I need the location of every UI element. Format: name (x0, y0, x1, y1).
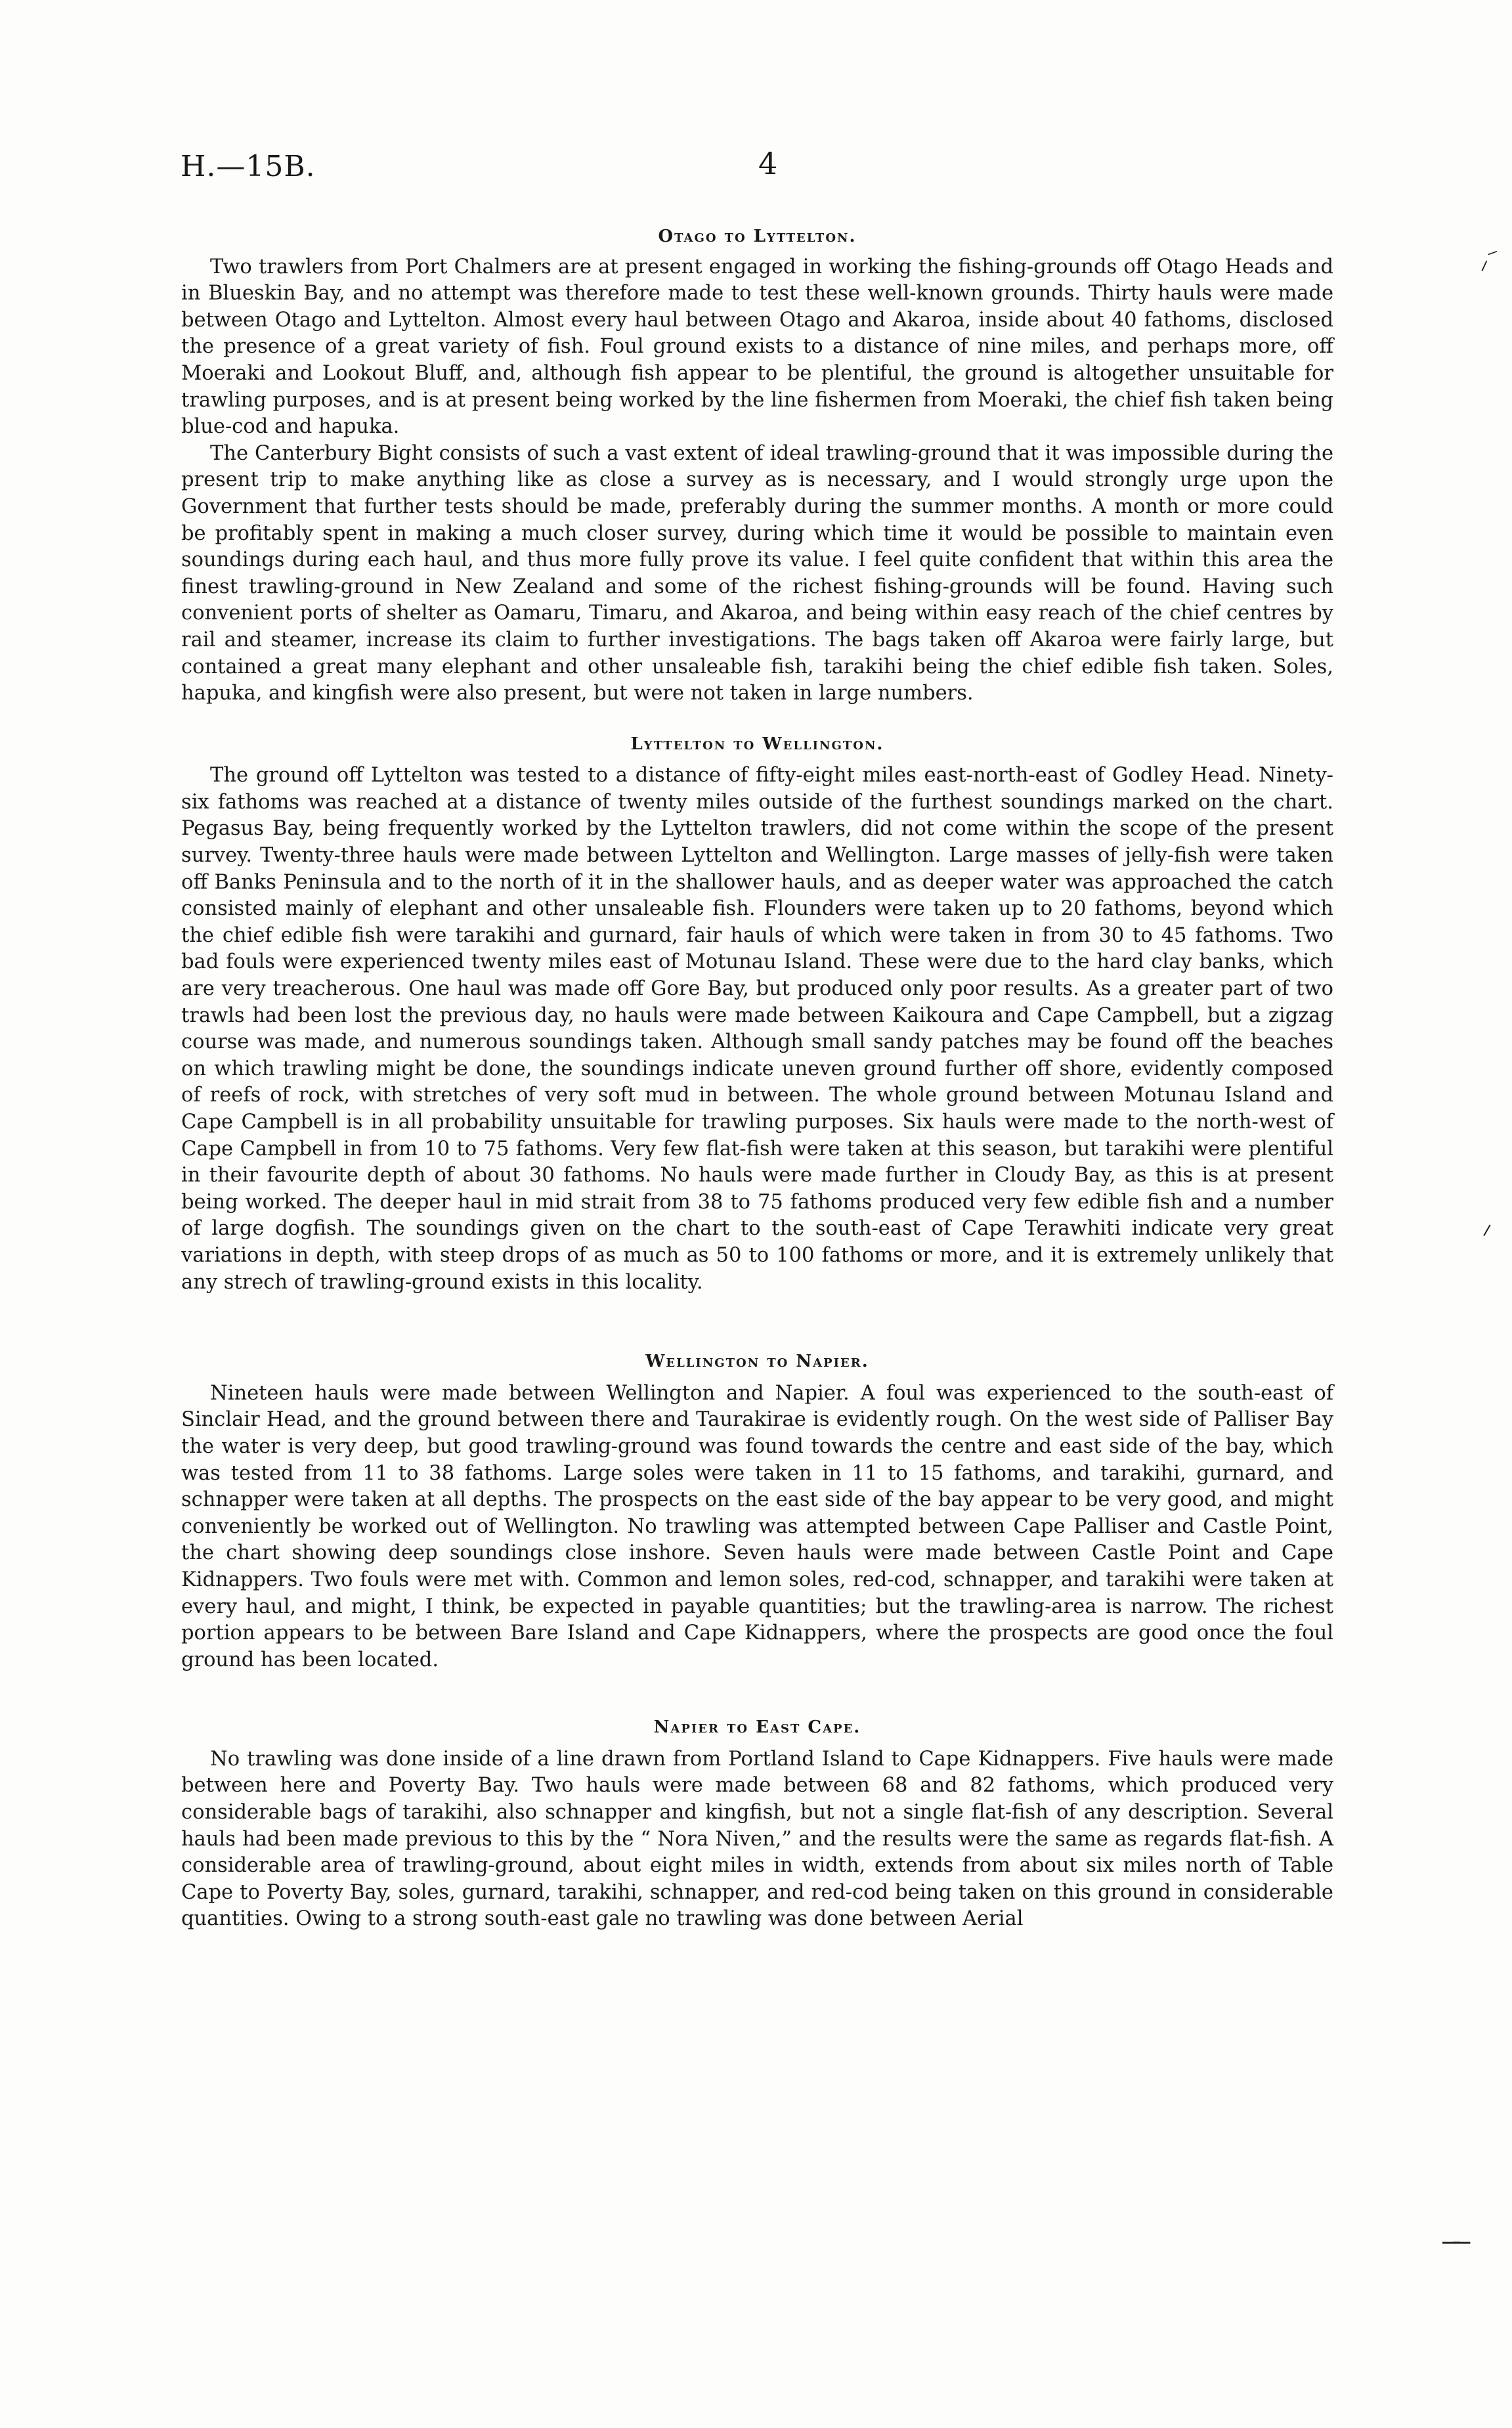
section-otago-to-lyttelton (181, 223, 1333, 707)
section-heading: Wellington to Napier. (645, 1352, 869, 1372)
section-heading: Otago to Lyttelton. (658, 227, 857, 246)
paragraph: Two trawlers from Port Chalmers are at present engaged in working the fishing-grounds off Otago Heads and in Blueskin Bay, and no attempt was therefore made to test these well-known grounds. Thirty hauls were made between Otago and Lyttelton. Almost every haul between Otago and Akaroa, inside about 40 fathoms, disclosed the presence of a great variety of fish. Foul ground exists to a distance of nine miles, and perhaps more, off Moeraki and Lookout Bluff, and, although fish appear to be plentiful, the ground is altogether unsuitable for trawling purposes, and is at present being worked by the line fishermen from Moeraki, the chief fish taken being blue-cod and hapuka. (181, 255, 1333, 439)
section-lyttelton-to-wellington (181, 731, 1333, 1296)
margin-pencil-mark: –‐– (1441, 2226, 1469, 2257)
document-body (181, 223, 1333, 1933)
section-napier-to-east-cape (181, 1714, 1333, 1933)
margin-pencil-mark: ⸝ (1475, 1208, 1496, 1241)
document-reference: H.—15B. (181, 150, 316, 183)
paragraph: The Canterbury Bight consists of such a vast extent of ideal trawling-ground that it was impossible during the present trip to make anything like as close a survey as is necessary, and I would strongly urge upon the Government that further tests should be made, preferably during the summer months. A month or more could be profitably spent in making a much closer survey, during which time it would be possible to maintain even soundings during each haul, and thus more fully prove its value. I feel quite confident that within this area the finest trawling-ground in New Zealand and some of the richest fishing-grounds will be found. Having such convenient ports of shelter as Oamaru, Timaru, and Akaroa, and being within easy reach of the chief centres by rail and steamer, increase its claim to further investigations. The bags taken off Akaroa were fairly large, but contained a great many elephant and other unsaleable fish, tarakihi being the chief edible fish taken. Soles, hapuka, and kingfish were also present, but were not taken in large numbers. (181, 441, 1333, 705)
section-heading: Lyttelton to Wellington. (630, 734, 884, 754)
page-number: 4 (758, 146, 778, 181)
paragraph: Nineteen hauls were made between Wellington and Napier. A foul was experienced to the south-east of Sinclair Head, and the ground between there and Taurakirae is evidently rough. On the west side of Palliser Bay the water is very deep, but good trawling-ground was found towards the centre and east side of the bay, which was tested from 11 to 38 fathoms. Large soles were taken in 11 to 15 fathoms, and tarakihi, gurnard, and schnapper were taken at all depths. The prospects on the east side of the bay appear to be very good, and might conveniently be worked out of Wellington. No trawling was attempted between Cape Palliser and Castle Point, the chart showing deep soundings close inshore. Seven hauls were made between Castle Point and Cape Kidnappers. Two fouls were met with. Common and lemon soles, red-cod, schnapper, and tarakihi were taken at every haul, and might, I think, be expected in payable quantities; but the trawling-area is narrow. The richest portion appears to be between Bare Island and Cape Kidnappers, where the prospects are good once the foul ground has been located. (181, 1381, 1333, 1671)
section-heading: Napier to East Cape. (653, 1717, 861, 1738)
paragraph: The ground off Lyttelton was tested to a distance of fifty-eight miles east-north-east of Godley Head. Ninety-six fathoms was reached at a distance of twenty miles outside of the furthest soundings marked on the chart. Pegasus Bay, being frequently worked by the Lyttelton trawlers, did not come within the scope of the present survey. Twenty-three hauls were made between Lyttelton and Wellington. Large masses of jelly-fish were taken off Banks Peninsula and to the north of it in the shallower hauls, and as deeper water was approached the catch consisted mainly of elephant and other unsaleable fish. Flounders were taken up to 20 fathoms, beyond which the chief edible fish were tarakihi and gurnard, fair hauls of which were taken in from 30 to 45 fathoms. Two bad fouls were experienced twenty miles east of Motunau Island. These were due to the hard clay banks, which are very treacherous. One haul was made off Gore Bay, but produced only poor results. As a greater part of two trawls had been lost the previous day, no hauls were made between Kaikoura and Cape Campbell, but a zigzag course was made, and numerous soundings taken. Although small sandy patches may be found off the beaches on which trawling might be done, the soundings indicate uneven ground further off shore, evidently composed of reefs of rock, with stretches of very soft mud in between. The whole ground between Motunau Island and Cape Campbell is in all probability unsuitable for trawling purposes. Six hauls were made to the north-west of Cape Campbell in from 10 to 75 fathoms. Very few flat-fish were taken at this season, but tarakihi were plentiful in their favourite depth of about 30 fathoms. No hauls were made further in Cloudy Bay, as this is at present being worked. The deeper haul in mid strait from 38 to 75 fathoms produced very few edible fish and a number of large dogfish. The soundings given on the chart to the south-east of Cape Terawhiti indicate very great variations in depth, with steep drops of as much as 50 to 100 fathoms or more, and it is extremely unlikely that any strech of trawling-ground exists in this locality. (181, 764, 1333, 1294)
paragraph: No trawling was done inside of a line drawn from Portland Island to Cape Kidnappers. Five hauls were made between here and Poverty Bay. Two hauls were made between 68 and 82 fathoms, which produced very considerable bags of tarakihi, also schnapper and kingfish, but not a single flat-fish of any description. Several hauls had been made previous to this by the “ Nora Niven,” and the results were the same as regards flat-fish. A considerable area of trawling-ground, about eight miles in width, extends from about six miles north of Table Cape to Poverty Bay, soles, gurnard, tarakihi, schnapper, and red-cod being taken on this ground in considerable quantities. Owing to a strong south-east gale no trawling was done between Aerial (181, 1747, 1333, 1931)
margin-pencil-mark: ⸝⁻ (1472, 242, 1505, 276)
section-wellington-to-napier (181, 1348, 1333, 1673)
